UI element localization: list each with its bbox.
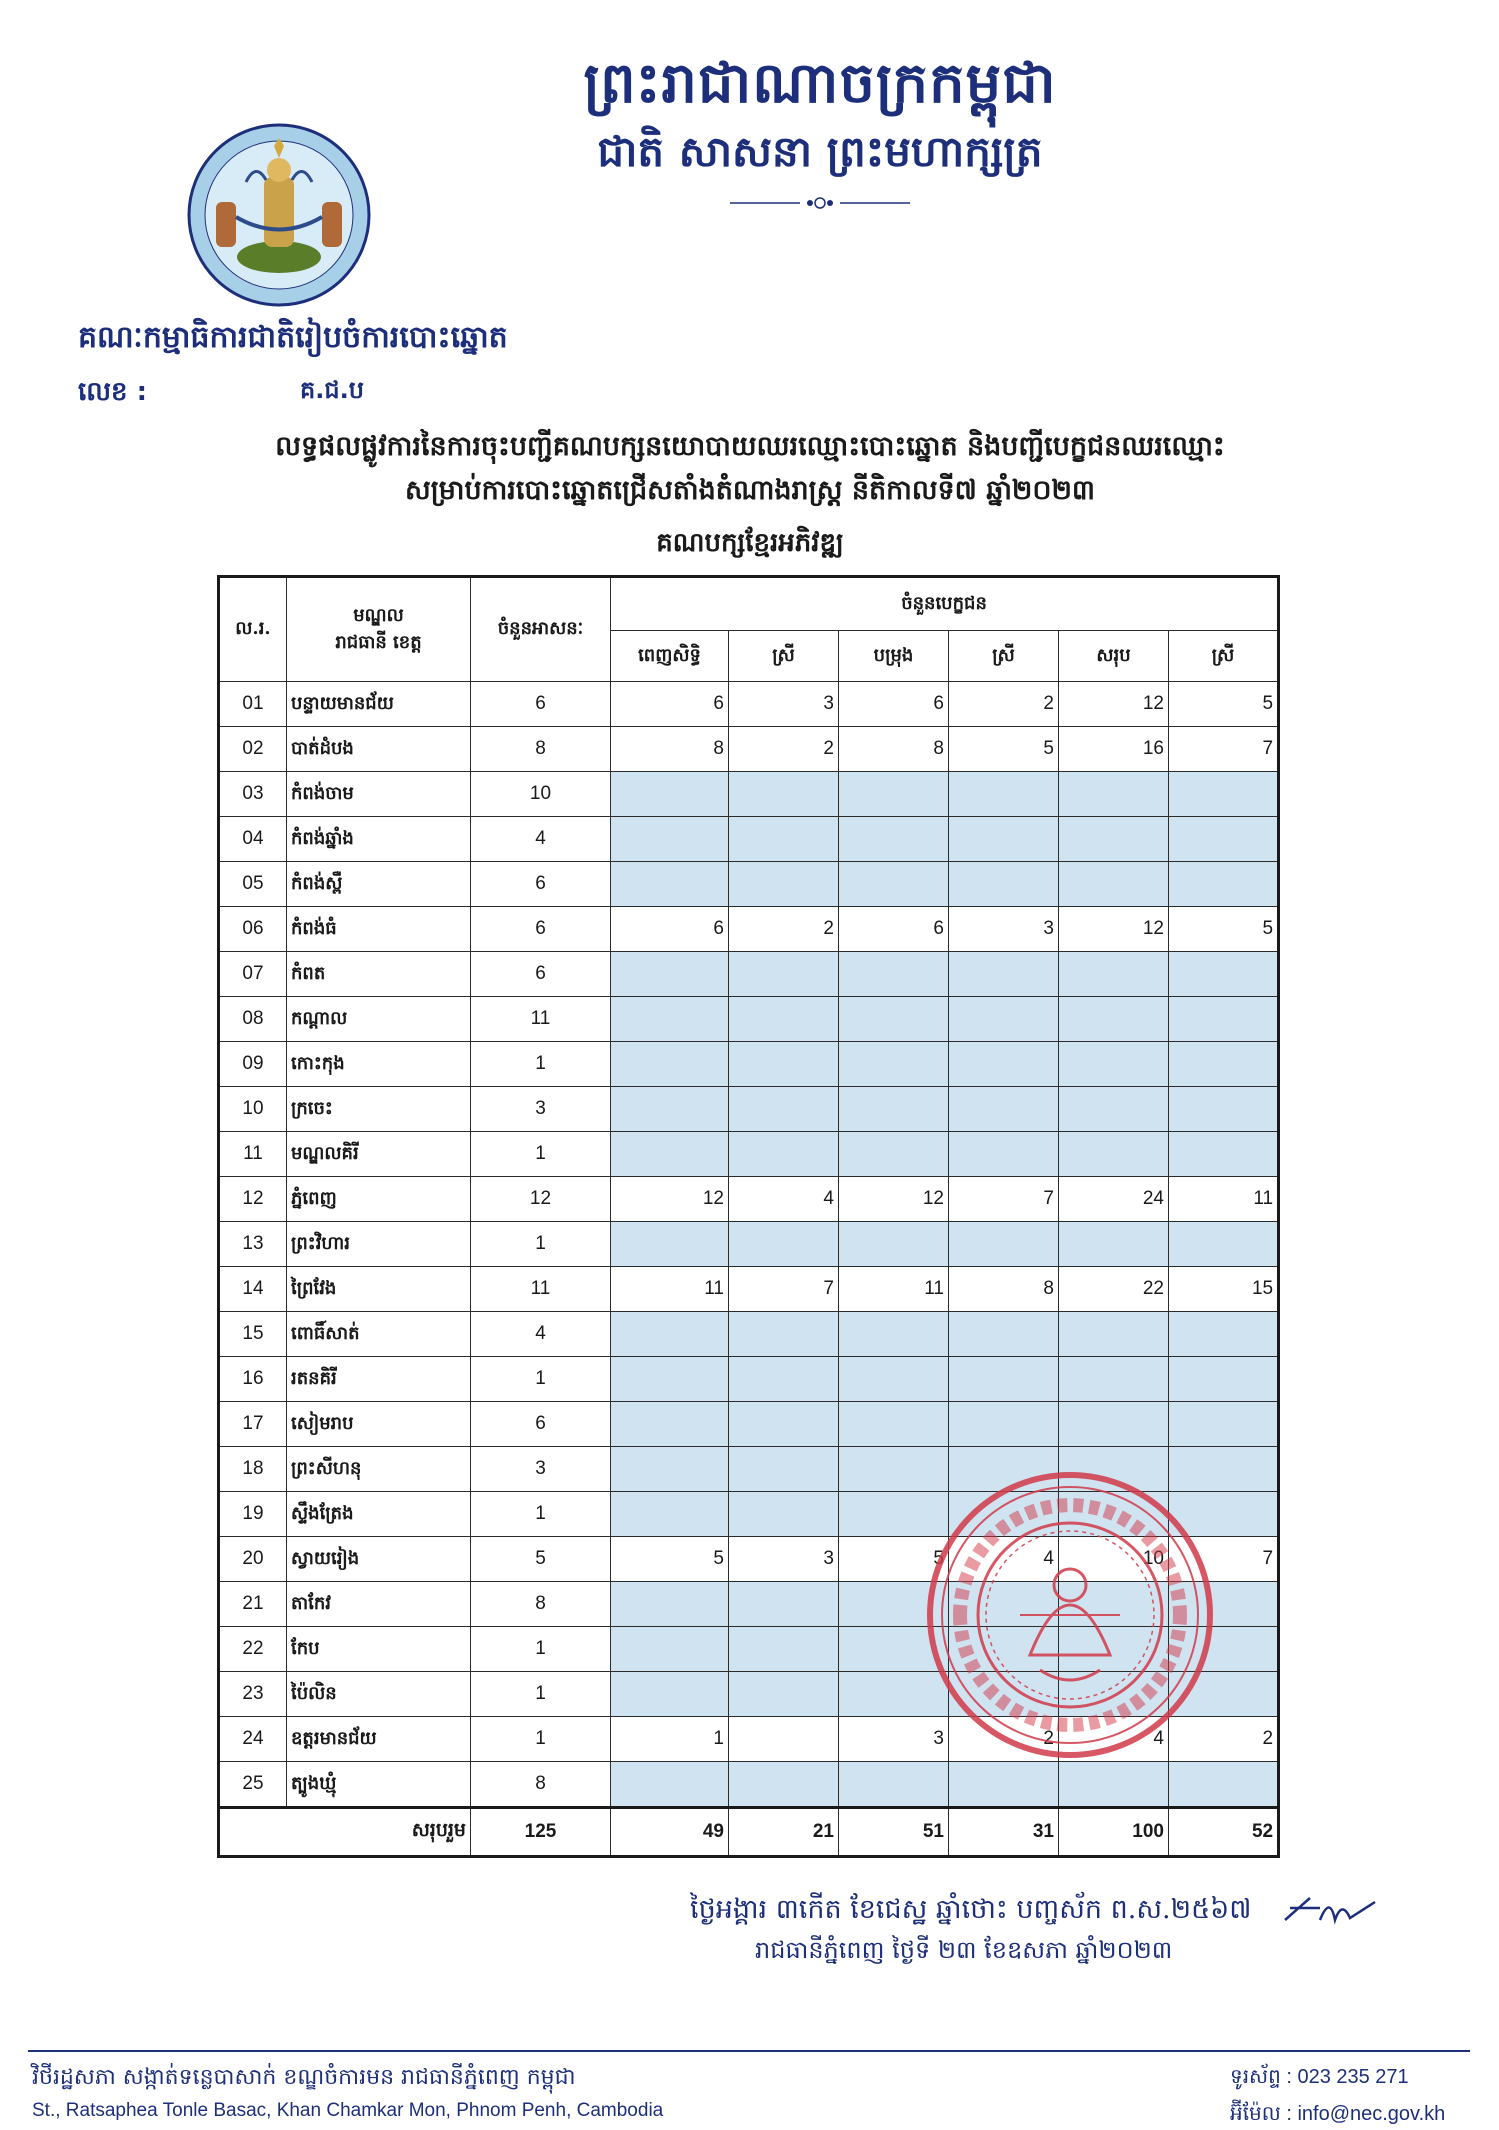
header-constituency-line1: មណ្ឌល <box>353 604 404 626</box>
row-seats: 4 <box>471 1312 611 1357</box>
table-row <box>219 817 1279 862</box>
table-row <box>219 772 1279 817</box>
row-seats: 3 <box>471 1087 611 1132</box>
row-reserve <box>839 1132 949 1177</box>
row-female-3 <box>1169 1402 1279 1447</box>
row-female-1: 4 <box>729 1177 839 1222</box>
row-total <box>1059 1042 1169 1087</box>
row-female-3: 15 <box>1169 1267 1279 1312</box>
row-female-3: 11 <box>1169 1177 1279 1222</box>
row-female-1 <box>729 1447 839 1492</box>
row-seats: 1 <box>471 1042 611 1087</box>
row-female-1 <box>729 1402 839 1447</box>
row-full <box>611 772 729 817</box>
row-total: 12 <box>1059 907 1169 952</box>
row-female-1 <box>729 1672 839 1717</box>
row-female-1 <box>729 817 839 862</box>
header-seats: ចំនួនអាសនៈ <box>471 577 611 682</box>
row-full <box>611 1402 729 1447</box>
row-constituency: កែប <box>287 1627 471 1672</box>
row-constituency: កំពង់ឆ្នាំង <box>287 817 471 862</box>
row-seats: 6 <box>471 682 611 727</box>
national-motto: ជាតិ សាសនា ព្រះមហាក្សត្រ <box>597 127 1043 176</box>
organization-name: គណៈកម្មាធិការជាតិរៀបចំការបោះឆ្នោត <box>78 320 508 355</box>
row-full <box>611 997 729 1042</box>
row-full <box>611 1042 729 1087</box>
row-female-2 <box>949 862 1059 907</box>
row-female-2: 3 <box>949 907 1059 952</box>
row-seats: 1 <box>471 1132 611 1177</box>
header-constituency-line2: រាជធានី ខេត្ត <box>335 631 422 653</box>
nec-emblem-icon <box>186 122 372 308</box>
row-seats: 6 <box>471 907 611 952</box>
row-full: 8 <box>611 727 729 772</box>
row-constituency: តាកែវ <box>287 1582 471 1627</box>
row-female-2: 4 <box>949 1537 1059 1582</box>
row-female-3: 5 <box>1169 682 1279 727</box>
row-constituency: ពោធិ៍សាត់ <box>287 1312 471 1357</box>
row-female-2 <box>949 997 1059 1042</box>
row-full <box>611 1222 729 1267</box>
row-female-1 <box>729 997 839 1042</box>
row-constituency: ឧត្តរមានជ័យ <box>287 1717 471 1762</box>
row-seats: 11 <box>471 1267 611 1312</box>
row-female-3 <box>1169 1357 1279 1402</box>
row-female-2 <box>949 952 1059 997</box>
row-seats: 8 <box>471 1762 611 1808</box>
row-female-1: 2 <box>729 907 839 952</box>
row-number: 12 <box>219 1177 287 1222</box>
row-seats: 11 <box>471 997 611 1042</box>
row-constituency: កំពង់ធំ <box>287 907 471 952</box>
row-female-1: 2 <box>729 727 839 772</box>
row-female-3: 7 <box>1169 727 1279 772</box>
row-seats: 1 <box>471 1357 611 1402</box>
row-female-1 <box>729 1627 839 1672</box>
row-number: 05 <box>219 862 287 907</box>
signature-icon <box>1280 1890 1380 1930</box>
totals-row <box>219 1808 1279 1857</box>
row-constituency: ត្បូងឃ្មុំ <box>287 1762 471 1808</box>
row-constituency: បន្ទាយមានជ័យ <box>287 682 471 727</box>
row-seats: 4 <box>471 817 611 862</box>
row-female-3: 5 <box>1169 907 1279 952</box>
header-female-1: ស្រី <box>729 631 839 682</box>
row-number: 10 <box>219 1087 287 1132</box>
row-female-2: 5 <box>949 727 1059 772</box>
footer-divider <box>28 2050 1470 2052</box>
row-female-2 <box>949 1762 1059 1808</box>
row-total <box>1059 1762 1169 1808</box>
row-female-2 <box>949 772 1059 817</box>
header-candidates: ចំនួនបេក្ខជន <box>611 577 1279 631</box>
row-constituency: រតនគិរី <box>287 1357 471 1402</box>
row-female-2: 2 <box>949 682 1059 727</box>
totals-female-2: 31 <box>949 1808 1059 1857</box>
row-constituency: កំពង់ស្ពឺ <box>287 862 471 907</box>
row-female-3 <box>1169 817 1279 862</box>
table-row <box>219 1177 1279 1222</box>
row-number: 03 <box>219 772 287 817</box>
table-row <box>219 682 1279 727</box>
row-full <box>611 1492 729 1537</box>
row-reserve: 12 <box>839 1177 949 1222</box>
row-female-1: 3 <box>729 682 839 727</box>
row-female-3: 2 <box>1169 1717 1279 1762</box>
row-total <box>1059 817 1169 862</box>
row-female-3: 7 <box>1169 1537 1279 1582</box>
row-number: 15 <box>219 1312 287 1357</box>
row-reserve <box>839 772 949 817</box>
row-number: 16 <box>219 1357 287 1402</box>
row-female-1 <box>729 952 839 997</box>
party-name: គណបក្សខ្មែរអភិវឌ្ឍ <box>656 528 844 558</box>
row-full: 6 <box>611 682 729 727</box>
row-reserve <box>839 1312 949 1357</box>
row-full <box>611 817 729 862</box>
row-reserve: 3 <box>839 1717 949 1762</box>
row-reserve: 8 <box>839 727 949 772</box>
row-full <box>611 1087 729 1132</box>
row-seats: 1 <box>471 1492 611 1537</box>
row-constituency: សៀមរាប <box>287 1402 471 1447</box>
row-constituency: ក្រចេះ <box>287 1087 471 1132</box>
footer-phone: ទូរស័ព្ទ : 023 235 271 <box>1230 2066 1409 2088</box>
row-number: 07 <box>219 952 287 997</box>
row-female-1: 7 <box>729 1267 839 1312</box>
row-female-1 <box>729 1717 839 1762</box>
row-female-2 <box>949 1087 1059 1132</box>
table-row <box>219 1222 1279 1267</box>
row-full <box>611 1672 729 1717</box>
table-row <box>219 1087 1279 1132</box>
row-total <box>1059 1357 1169 1402</box>
row-female-1: 3 <box>729 1537 839 1582</box>
row-reserve: 5 <box>839 1537 949 1582</box>
row-seats: 1 <box>471 1222 611 1267</box>
row-total: 12 <box>1059 682 1169 727</box>
row-female-2 <box>949 1312 1059 1357</box>
row-reserve <box>839 1042 949 1087</box>
row-seats: 6 <box>471 952 611 997</box>
row-constituency: ភ្នំពេញ <box>287 1177 471 1222</box>
row-number: 18 <box>219 1447 287 1492</box>
row-female-1 <box>729 1132 839 1177</box>
row-number: 06 <box>219 907 287 952</box>
row-female-2: 8 <box>949 1267 1059 1312</box>
row-reserve <box>839 817 949 862</box>
place-and-date: រាជធានីភ្នំពេញ ថ្ងៃទី ២៣ ខែឧសភា ឆ្នាំ២០២៣ <box>755 1936 1173 1964</box>
totals-full: 49 <box>611 1808 729 1857</box>
row-reserve <box>839 1087 949 1132</box>
row-female-3 <box>1169 1312 1279 1357</box>
row-reserve: 6 <box>839 682 949 727</box>
row-number: 24 <box>219 1717 287 1762</box>
footer-email: អ៊ីម៉ែល : info@nec.gov.kh <box>1230 2103 1446 2125</box>
row-full <box>611 1132 729 1177</box>
row-reserve: 11 <box>839 1267 949 1312</box>
row-seats: 1 <box>471 1717 611 1762</box>
row-female-1 <box>729 1222 839 1267</box>
row-constituency: ព្រះវិហារ <box>287 1222 471 1267</box>
row-female-2: 7 <box>949 1177 1059 1222</box>
row-female-3 <box>1169 1087 1279 1132</box>
row-reserve <box>839 997 949 1042</box>
reference-label: លេខ : <box>78 377 147 407</box>
row-female-2 <box>949 817 1059 862</box>
table-row <box>219 1042 1279 1087</box>
row-total: 4 <box>1059 1717 1169 1762</box>
row-number: 11 <box>219 1132 287 1177</box>
row-seats: 6 <box>471 1402 611 1447</box>
row-constituency: ព្រះសីហនុ <box>287 1447 471 1492</box>
row-number: 23 <box>219 1672 287 1717</box>
row-female-1 <box>729 772 839 817</box>
row-female-3 <box>1169 1762 1279 1808</box>
row-female-2 <box>949 1357 1059 1402</box>
totals-total: 100 <box>1059 1808 1169 1857</box>
header-no: ល.រ. <box>219 577 287 682</box>
row-full: 11 <box>611 1267 729 1312</box>
row-total <box>1059 772 1169 817</box>
lunar-date: ថ្ងៃអង្គារ ៣កើត ខែជេស្ឋ ឆ្នាំថោះ បញ្ចស័ក ព.ស.២៥៦៧ <box>690 1894 1252 1925</box>
table-row <box>219 862 1279 907</box>
row-constituency: បាត់ដំបង <box>287 727 471 772</box>
row-constituency: កំពង់ចាម <box>287 772 471 817</box>
row-seats: 12 <box>471 1177 611 1222</box>
row-number: 09 <box>219 1042 287 1087</box>
row-total <box>1059 1402 1169 1447</box>
row-reserve <box>839 1762 949 1808</box>
table-row <box>219 1312 1279 1357</box>
kingdom-heading: ព្រះរាជាណាចក្រកម្ពុជា <box>583 50 1057 116</box>
row-number: 17 <box>219 1402 287 1447</box>
row-total <box>1059 862 1169 907</box>
row-number: 02 <box>219 727 287 772</box>
row-total: 16 <box>1059 727 1169 772</box>
row-female-2 <box>949 1042 1059 1087</box>
totals-female-3: 52 <box>1169 1808 1279 1857</box>
row-constituency: កោះកុង <box>287 1042 471 1087</box>
totals-label: សរុបរួម <box>219 1808 471 1857</box>
ornament-divider <box>730 196 910 210</box>
header-reserve: បម្រុង <box>839 631 949 682</box>
row-number: 19 <box>219 1492 287 1537</box>
reference-value: គ.ជ.ប <box>300 376 364 404</box>
document-title-line2: សម្រាប់ការបោះឆ្នោតជ្រើសតាំងតំណាងរាស្ត្រ នីតិកាលទី៧ ឆ្នាំ២០២៣ <box>405 475 1095 506</box>
row-seats: 3 <box>471 1447 611 1492</box>
row-seats: 8 <box>471 1582 611 1627</box>
row-female-1 <box>729 1762 839 1808</box>
footer-address-english: St., Ratsaphea Tonle Basac, Khan Chamkar Mon, Phnom Penh, Cambodia <box>32 2100 664 2121</box>
row-full <box>611 1447 729 1492</box>
table-row <box>219 952 1279 997</box>
row-full: 6 <box>611 907 729 952</box>
row-full: 12 <box>611 1177 729 1222</box>
table-row <box>219 1132 1279 1177</box>
row-number: 20 <box>219 1537 287 1582</box>
table-row <box>219 1267 1279 1312</box>
row-total <box>1059 997 1169 1042</box>
row-seats: 5 <box>471 1537 611 1582</box>
row-female-2 <box>949 1132 1059 1177</box>
row-seats: 1 <box>471 1627 611 1672</box>
table-row <box>219 1402 1279 1447</box>
row-full <box>611 1312 729 1357</box>
totals-reserve: 51 <box>839 1808 949 1857</box>
row-reserve <box>839 862 949 907</box>
row-number: 04 <box>219 817 287 862</box>
row-constituency: កណ្តាល <box>287 997 471 1042</box>
header-female-2: ស្រី <box>949 631 1059 682</box>
row-female-1 <box>729 1582 839 1627</box>
row-female-3 <box>1169 952 1279 997</box>
row-full <box>611 1582 729 1627</box>
row-total: 24 <box>1059 1177 1169 1222</box>
row-total: 10 <box>1059 1537 1169 1582</box>
row-female-3 <box>1169 997 1279 1042</box>
header-female-3: ស្រី <box>1169 631 1279 682</box>
footer-address-khmer: វិថីរដ្ឋសភា សង្កាត់ទន្លេបាសាក់ ខណ្ឌចំការមន រាជធានីភ្នំពេញ កម្ពុជា <box>32 2065 576 2090</box>
row-female-1 <box>729 1042 839 1087</box>
row-total: 22 <box>1059 1267 1169 1312</box>
row-total <box>1059 1132 1169 1177</box>
row-constituency: កំពត <box>287 952 471 997</box>
row-reserve <box>839 952 949 997</box>
row-full <box>611 1627 729 1672</box>
row-full: 5 <box>611 1537 729 1582</box>
header-full: ពេញសិទ្ធិ <box>611 631 729 682</box>
row-female-2 <box>949 1222 1059 1267</box>
row-number: 22 <box>219 1627 287 1672</box>
row-female-2: 2 <box>949 1717 1059 1762</box>
row-female-2 <box>949 1402 1059 1447</box>
row-full <box>611 1357 729 1402</box>
row-full <box>611 862 729 907</box>
row-total <box>1059 952 1169 997</box>
row-constituency: ស្ទឹងត្រែង <box>287 1492 471 1537</box>
row-full <box>611 952 729 997</box>
row-reserve <box>839 1402 949 1447</box>
table-row <box>219 1762 1279 1808</box>
row-total <box>1059 1222 1169 1267</box>
row-constituency: ព្រៃវែង <box>287 1267 471 1312</box>
row-total <box>1059 1087 1169 1132</box>
row-female-1 <box>729 1087 839 1132</box>
row-seats: 6 <box>471 862 611 907</box>
row-constituency: ស្វាយរៀង <box>287 1537 471 1582</box>
row-full <box>611 1762 729 1808</box>
row-number: 08 <box>219 997 287 1042</box>
row-constituency: មណ្ឌលគិរី <box>287 1132 471 1177</box>
table-row <box>219 727 1279 772</box>
row-reserve <box>839 1357 949 1402</box>
header-total: សរុប <box>1059 631 1169 682</box>
row-female-1 <box>729 1492 839 1537</box>
row-total <box>1059 1312 1169 1357</box>
table-row <box>219 1357 1279 1402</box>
totals-female-1: 21 <box>729 1808 839 1857</box>
row-seats: 1 <box>471 1672 611 1717</box>
row-female-3 <box>1169 772 1279 817</box>
totals-seats: 125 <box>471 1808 611 1857</box>
row-number: 25 <box>219 1762 287 1808</box>
row-female-3 <box>1169 1042 1279 1087</box>
table-row <box>219 907 1279 952</box>
row-seats: 8 <box>471 727 611 772</box>
row-female-3 <box>1169 862 1279 907</box>
row-female-1 <box>729 1312 839 1357</box>
row-full: 1 <box>611 1717 729 1762</box>
row-number: 13 <box>219 1222 287 1267</box>
header-constituency <box>287 577 471 682</box>
row-number: 21 <box>219 1582 287 1627</box>
row-female-3 <box>1169 1222 1279 1267</box>
row-number: 14 <box>219 1267 287 1312</box>
row-reserve: 6 <box>839 907 949 952</box>
row-constituency: ប៉ៃលិន <box>287 1672 471 1717</box>
official-seal-icon <box>920 1465 1220 1765</box>
document-title-line1: លទ្ធផលផ្លូវការនៃការចុះបញ្ជីគណបក្សនយោបាយឈរឈ្មោះបោះឆ្នោត និងបញ្ជីបេក្ខជនឈរឈ្មោះ <box>275 431 1225 462</box>
row-number: 01 <box>219 682 287 727</box>
row-reserve <box>839 1222 949 1267</box>
row-female-3 <box>1169 1132 1279 1177</box>
row-seats: 10 <box>471 772 611 817</box>
row-female-1 <box>729 1357 839 1402</box>
row-female-1 <box>729 862 839 907</box>
table-row <box>219 997 1279 1042</box>
